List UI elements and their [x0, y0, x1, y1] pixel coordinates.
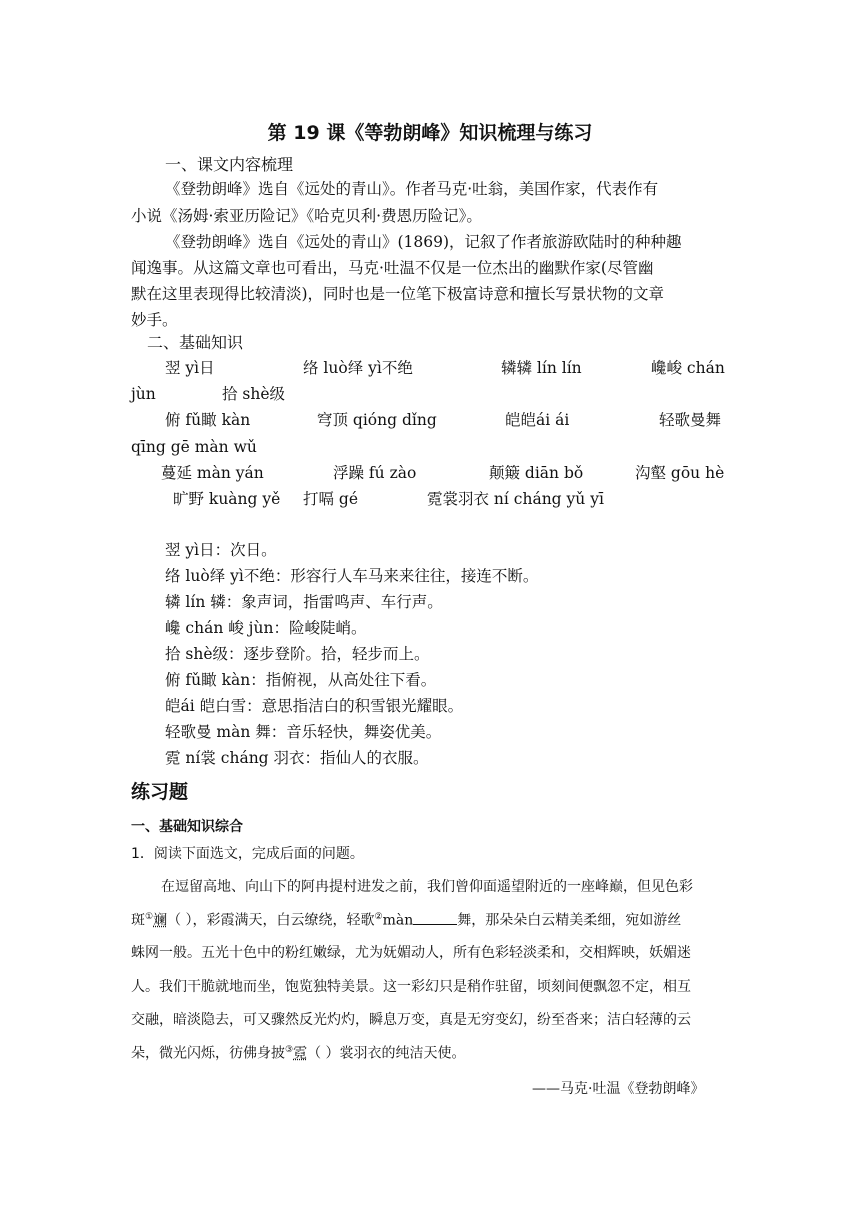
vocab-item: 颠簸 diān bǒ — [489, 464, 584, 482]
practice-sub-heading: 一、基础知识综合 — [131, 819, 243, 835]
excerpt-line: 交融，暗淡隐去，可又骤然反光灼灼，瞬息万变，真是无穷变幻，纷至沓来；洁白轻薄的云 — [131, 1012, 691, 1028]
vocab-item: 打嗝 gé — [303, 490, 359, 508]
definition-item: 皑ái 皑白雪：意思指洁白的积雪银光耀眼。 — [165, 697, 464, 715]
practice-heading: 练习题 — [131, 781, 189, 803]
excerpt-text: 舞，那朵朵白云精美柔细，宛如游丝 — [457, 912, 682, 929]
vocab-item: 浮躁 fú zào — [333, 464, 417, 482]
section1-heading: 一、课文内容梳理 — [165, 155, 294, 174]
definition-item: 霓 ní裳 cháng 羽衣：指仙人的衣服。 — [165, 749, 429, 767]
vocab-item: 络 luò绎 yì不绝 — [303, 359, 413, 377]
section1-p2-line2: 闻逸事。从这篇文章也可看出，马克·吐温不仅是一位杰出的幽默作家(尽管幽 — [131, 259, 654, 277]
section1-p2-line4: 妙手。 — [131, 311, 178, 329]
vocab-item: 辚辚 lín lín — [501, 359, 582, 377]
excerpt-text: （ ），彩霞满天，白云缭绕，轻歌 — [167, 912, 375, 929]
vocab-item: 皑皑ái ái — [505, 411, 570, 429]
excerpt-text: 朵，微光闪烁，彷佛身披 — [131, 1045, 285, 1062]
question-1: 1．阅读下面选文，完成后面的问题。 — [131, 846, 364, 862]
excerpt-line — [131, 1046, 466, 1061]
section1-p2-line3: 默在这里表现得比较清淡)，同时也是一位笔下极富诗意和擅长写景状物的文章 — [131, 285, 665, 303]
footnote-mark: ① — [145, 912, 154, 922]
definition-item: 辚 lín 辚：象声词，指雷鸣声、车行声。 — [165, 593, 443, 611]
vocab-item: 霓裳羽衣 ní cháng yǔ yī — [427, 490, 604, 508]
excerpt-line: 在逗留高地、向山下的阿冉提村进发之前，我们曾仰面遥望附近的一座峰巅，但见色彩 — [161, 879, 693, 895]
page-title: 第 19 课《等勃朗峰》知识梳理与练习 — [267, 122, 593, 144]
definition-item: 翌 yì日：次日。 — [165, 541, 277, 559]
vocab-item: jùn — [131, 385, 156, 403]
excerpt-dotted-char: 霓 — [293, 1045, 308, 1062]
excerpt-text: （ ）裳羽衣的纯洁天使。 — [307, 1045, 466, 1062]
excerpt-line: 蛛网一般。五光十色中的粉红嫩绿，尤为妩媚动人，所有色彩轻淡柔和，交相辉映，妖媚迷 — [131, 945, 691, 961]
vocab-item: 拾 shè级 — [222, 385, 286, 403]
section1-p1-line1: 《登勃朗峰》选自《远处的青山》。作者马克·吐翁，美国作家，代表作有 — [165, 180, 659, 198]
fill-blank[interactable] — [413, 914, 457, 925]
footnote-mark: ② — [374, 912, 383, 922]
vocab-item: 轻歌曼舞 — [659, 411, 722, 429]
definition-item: 拾 shè级：逐步登阶。拾，轻步而上。 — [165, 645, 430, 663]
excerpt-source: ——马克·吐温《登勃朗峰》 — [532, 1081, 705, 1097]
excerpt-line: 人。我们干脆就地而坐，饱览独特美景。这一彩幻只是稍作驻留，顷刻间便飘忽不定，相互 — [131, 979, 691, 995]
footnote-mark: ③ — [285, 1045, 294, 1055]
section1-p1-line2: 小说《汤姆·索亚历险记》《哈克贝利·费恩历险记》。 — [131, 207, 482, 225]
definition-item: 络 luò绎 yì不绝：形容行人车马来来往往，接连不断。 — [165, 567, 539, 585]
vocab-item: 蔓延 màn yán — [161, 464, 264, 482]
vocab-item: 俯 fǔ瞰 kàn — [165, 411, 251, 429]
section1-p2-line1: 《登勃朗峰》选自《远处的青山》(1869)，记叙了作者旅游欧陆时的种种趣 — [165, 233, 682, 251]
excerpt-text: màn — [382, 912, 414, 929]
excerpt-text: 斑 — [131, 912, 145, 929]
vocab-item: 沟壑 gōu hè — [635, 464, 725, 482]
definition-item: 巉 chán 峻 jùn：险峻陡峭。 — [165, 619, 367, 637]
vocab-item: 穹顶 qióng dǐng — [317, 411, 437, 429]
definition-item: 俯 fǔ瞰 kàn：指俯视，从高处往下看。 — [165, 671, 437, 689]
vocab-item: 旷野 kuàng yě — [173, 490, 281, 508]
section2-heading: 二、基础知识 — [147, 333, 244, 352]
vocab-item: 翌 yì日 — [165, 359, 215, 377]
vocab-item: 巉峻 chán — [651, 359, 725, 377]
vocab-item: qīng gē màn wǔ — [131, 438, 257, 456]
excerpt-line — [131, 913, 681, 928]
excerpt-dotted-char: 斓 — [153, 912, 168, 929]
definition-item: 轻歌曼 màn 舞：音乐轻快，舞姿优美。 — [165, 723, 442, 741]
